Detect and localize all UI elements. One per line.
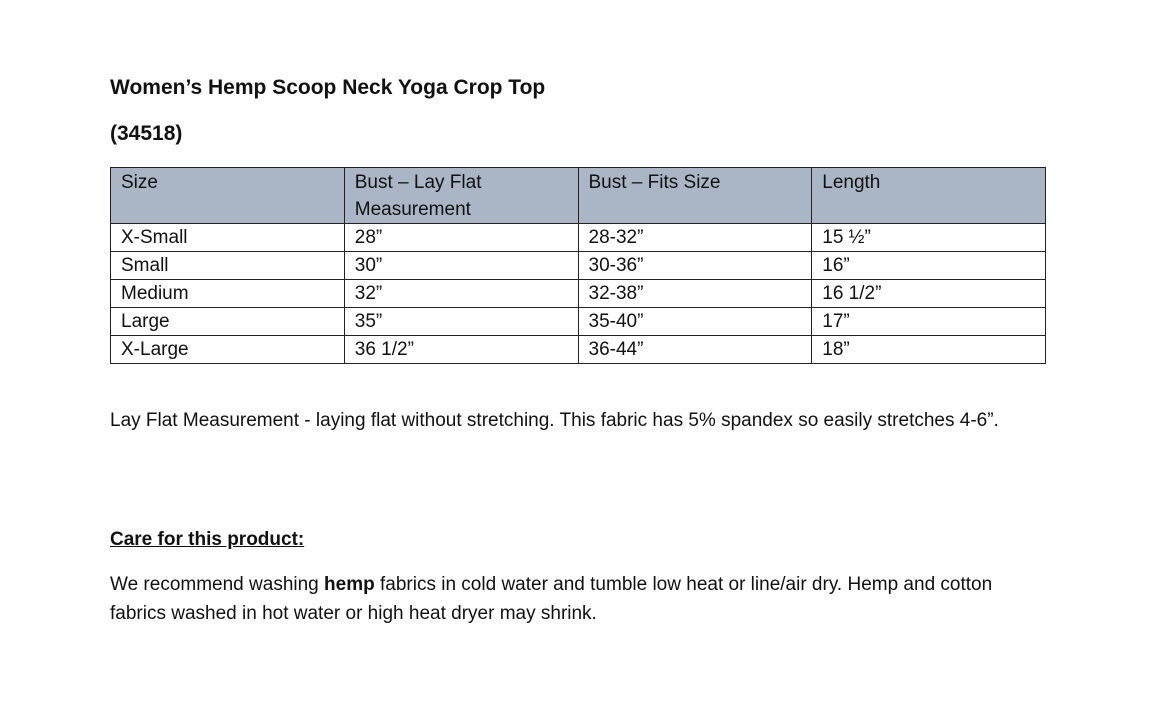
cell-size: Small bbox=[111, 252, 345, 280]
cell-length: 17” bbox=[812, 308, 1046, 336]
product-code: (34518) bbox=[110, 122, 183, 145]
cell-bust-fits-size: 36-44” bbox=[578, 336, 812, 364]
cell-length: 15 ½” bbox=[812, 224, 1046, 252]
size-chart-table bbox=[110, 167, 1046, 364]
cell-size: X-Small bbox=[111, 224, 345, 252]
cell-bust-fits-size: 30-36” bbox=[578, 252, 812, 280]
care-instructions bbox=[110, 570, 1040, 628]
cell-bust-fits-size: 32-38” bbox=[578, 280, 812, 308]
cell-size: Large bbox=[111, 308, 345, 336]
cell-size: Medium bbox=[111, 280, 345, 308]
cell-length: 16 1/2” bbox=[812, 280, 1046, 308]
cell-bust-fits-size: 35-40” bbox=[578, 308, 812, 336]
header-length: Length bbox=[812, 168, 1046, 224]
cell-bust-lay-flat: 35” bbox=[344, 308, 578, 336]
table-row bbox=[111, 252, 1046, 280]
product-title: Women’s Hemp Scoop Neck Yoga Crop Top bbox=[110, 76, 546, 99]
cell-bust-lay-flat: 30” bbox=[344, 252, 578, 280]
care-text-before: We recommend washing bbox=[110, 574, 325, 595]
header-bust-fits-size: Bust – Fits Size bbox=[578, 168, 812, 224]
table-row bbox=[111, 280, 1046, 308]
care-heading: Care for this product: bbox=[110, 529, 305, 550]
document bbox=[110, 72, 1050, 624]
cell-bust-lay-flat: 32” bbox=[344, 280, 578, 308]
cell-length: 18” bbox=[812, 336, 1046, 364]
cell-size: X-Large bbox=[111, 336, 345, 364]
table-row bbox=[111, 308, 1046, 336]
table-row bbox=[111, 336, 1046, 364]
care-text-after: fabrics in cold water and tumble low heat or line/air dry. Hemp and cotton fabrics washed in hot water or high heat dryer may shrink. bbox=[110, 574, 993, 624]
header-bust-lay-flat: Bust – Lay Flat Measurement bbox=[344, 168, 578, 224]
table-header-row bbox=[111, 168, 1046, 224]
cell-length: 16” bbox=[812, 252, 1046, 280]
cell-bust-fits-size: 28-32” bbox=[578, 224, 812, 252]
care-text-bold: hemp bbox=[324, 574, 375, 595]
header-size: Size bbox=[111, 168, 345, 224]
cell-bust-lay-flat: 28” bbox=[344, 224, 578, 252]
table-row bbox=[111, 224, 1046, 252]
lay-flat-note: Lay Flat Measurement - laying flat without stretching. This fabric has 5% spandex so easily stretches 4-6”. bbox=[110, 410, 999, 431]
cell-bust-lay-flat: 36 1/2” bbox=[344, 336, 578, 364]
